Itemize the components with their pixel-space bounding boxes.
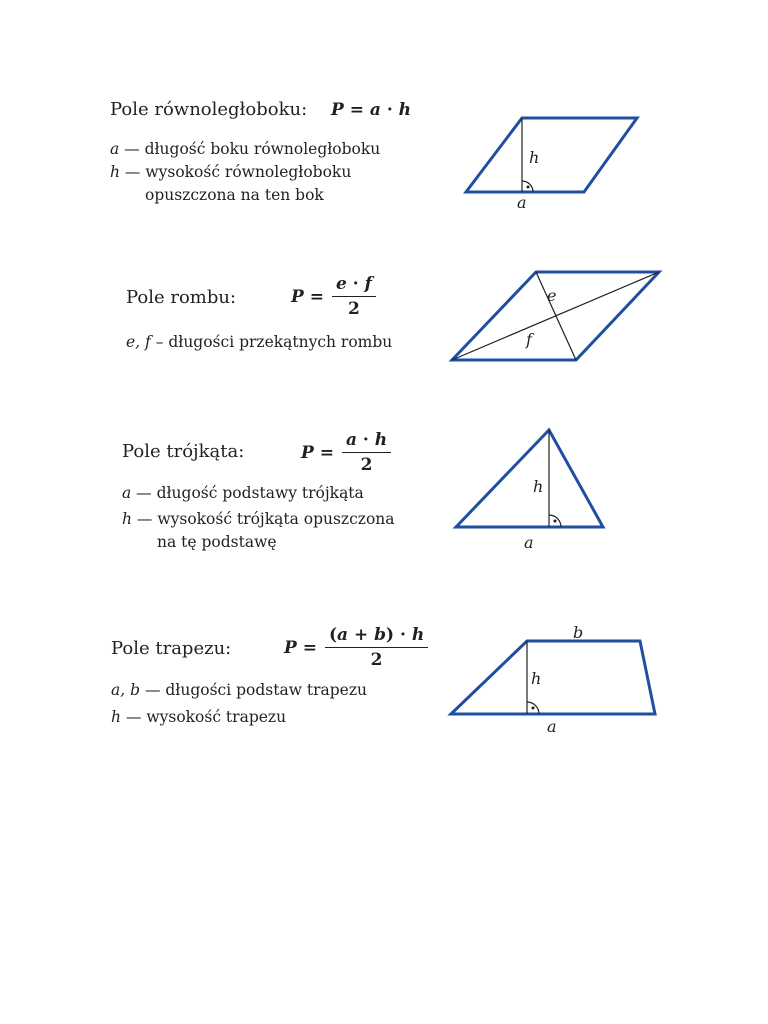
label-h: h <box>529 148 540 167</box>
rhombus-desc: e, f – długości przekątnych rombu <box>126 333 393 351</box>
triangle-desc-a: a — długość podstawy trójkąta <box>122 484 364 502</box>
trapezoid-shape <box>451 641 655 714</box>
parallelogram-title: Pole równoległoboku: <box>110 99 308 120</box>
parallelogram-desc-h-cont: opuszczona na ten bok <box>145 186 324 204</box>
formula-equals: = <box>349 100 364 120</box>
rhombus-title: Pole rombu: <box>126 287 237 308</box>
formula-equals: = <box>319 442 334 463</box>
parallelogram-desc-a: a — długość boku równoległoboku <box>110 140 381 158</box>
right-angle-dot <box>532 707 535 710</box>
formula-p: P <box>301 442 314 463</box>
label-a: a <box>517 193 527 212</box>
parallelogram-desc-h: h — wysokość równoległoboku <box>110 163 352 181</box>
label-h: h <box>533 477 544 496</box>
label-h: h <box>531 669 542 688</box>
formula-p: P <box>291 286 304 307</box>
label-a: a <box>524 533 534 552</box>
trapezoid-desc-ab: a, b — długości podstaw trapezu <box>111 681 368 699</box>
label-f: f <box>526 330 532 349</box>
fraction: $\frac{e \cdot f}{2}$ <box>332 274 376 319</box>
triangle-title: Pole trójkąta: <box>122 441 245 462</box>
formula-a: a <box>369 100 381 120</box>
triangle-desc-h-cont: na tę podstawę <box>157 533 277 551</box>
label-a: a <box>547 717 557 736</box>
fraction: $\frac{(a + b) \cdot h}{2}$ <box>325 625 428 670</box>
fraction: $\frac{a \cdot h}{2}$ <box>342 430 391 475</box>
formula-equals: = <box>302 637 317 658</box>
formula-p: P <box>284 637 297 658</box>
trapezoid-desc-h: h — wysokość trapezu <box>111 708 287 726</box>
formula-h: h <box>398 100 412 120</box>
formula-dot: · <box>386 100 393 120</box>
trapezoid-title: Pole trapezu: <box>111 638 232 659</box>
label-b: b <box>573 623 584 642</box>
label-e: e <box>547 286 557 305</box>
formula-equals: = <box>309 286 324 307</box>
formula-p: P <box>331 100 344 120</box>
triangle-desc-h: h — wysokość trójkąta opuszczona <box>122 510 395 528</box>
